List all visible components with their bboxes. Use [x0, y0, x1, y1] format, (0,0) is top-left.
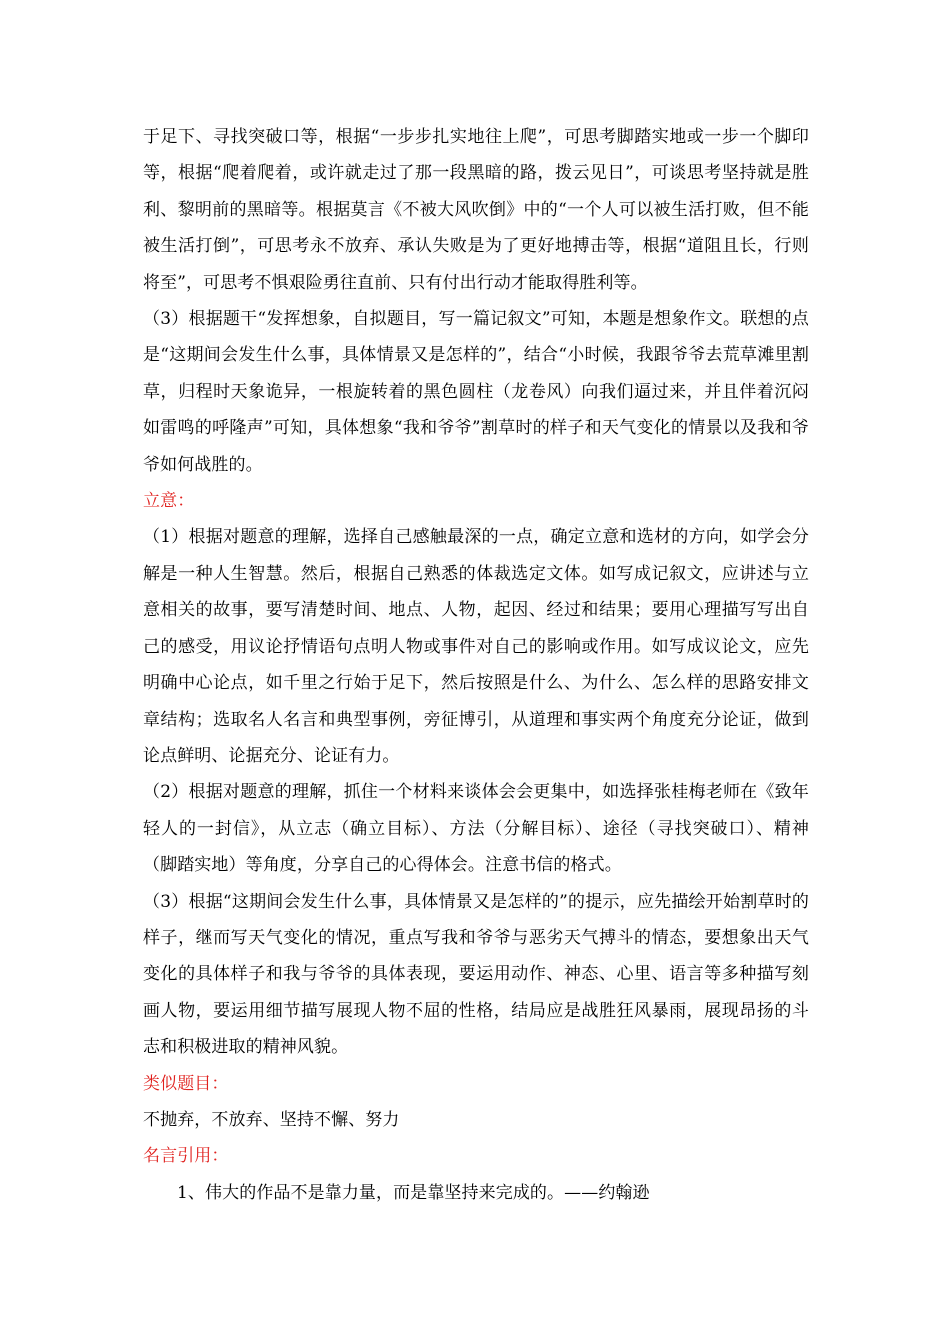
quote-item: 1、伟大的作品不是靠力量，而是靠坚持来完成的。——约翰逊 — [177, 1182, 650, 1203]
section-heading-similar-topics: 类似题目： — [143, 1073, 229, 1094]
analysis-paragraph-continued: 于足下、寻找突破口等，根据“一步步扎实地往上爬”，可思考脚踏实地或一步一个脚印等，根据“爬着爬着，或许就走过了那一段黑暗的路，拨云见日”，可谈思考坚持就是胜利、黎明前的黑暗等。根据莫言《不被大风吹倒》中的“一个人可以被生活打败，但不能被生活打倒”，可思考永不放弃、承认失败是为了更好地搏击等，根据“道阻且长，行则将至”，可思考不惧艰险勇往直前、只有付出行动才能取得胜利等。 — [143, 127, 809, 293]
similar-topics-text: 不抛弃，不放弃、坚持不懈、努力 — [143, 1109, 400, 1130]
section-heading-theme: 立意： — [143, 491, 195, 512]
section-heading-quotes: 名言引用： — [143, 1146, 229, 1167]
theme-paragraph-3: （3）根据“这期间会发生什么事，具体情景又是怎样的”的提示，应先描绘开始割草时的样子，继而写天气变化的情况，重点写我和爷爷与恶劣天气搏斗的情态，要想象出天气变化的具体样子和我与爷爷的具体表现，要运用动作、神态、心里、语言等多种描写刻画人物，要运用细节描写展现人物不屈的性格，结局应是战胜狂风暴雨，展现昂扬的斗志和积极进取的精神风貌。 — [143, 891, 809, 1058]
document-body — [143, 119, 809, 1211]
analysis-paragraph-3: （3）根据题干“发挥想象，自拟题目，写一篇记叙文”可知，本题是想象作文。联想的点是“这期间会发生什么事，具体情景又是怎样的”，结合“小时候，我跟爷爷去荒草滩里割草，归程时天象诡异，一根旋转着的黑色圆柱（龙卷风）向我们逼过来，并且伴着沉闷如雷鸣的呼隆声”可知，具体想象“我和爷爷”割草时的样子和天气变化的情景以及我和爷爷如何战胜的。 — [143, 309, 809, 475]
theme-paragraph-2: （2）根据对题意的理解，抓住一个材料来谈体会会更集中，如选择张桂梅老师在《致年轻人的一封信》，从立志（确立目标）、方法（分解目标）、途径（寻找突破口）、精神（脚踏实地）等角度，分享自己的心得体会。注意书信的格式。 — [143, 782, 809, 876]
theme-paragraph-1: （1）根据对题意的理解，选择自己感触最深的一点，确定立意和选材的方向，如学会分解是一种人生智慧。然后，根据自己熟悉的体裁选定文体。如写成记叙文，应讲述与立意相关的故事，要写清楚时间、地点、人物，起因、经过和结果；要用心理描写写出自己的感受，用议论抒情语句点明人物或事件对自己的影响或作用。如写成议论文，应先明确中心论点，如千里之行始于足下，然后按照是什么、为什么、怎么样的思路安排文章结构；选取名人名言和典型事例，旁征博引，从道理和事实两个角度充分论证，做到论点鲜明、论据充分、论证有力。 — [143, 527, 809, 766]
